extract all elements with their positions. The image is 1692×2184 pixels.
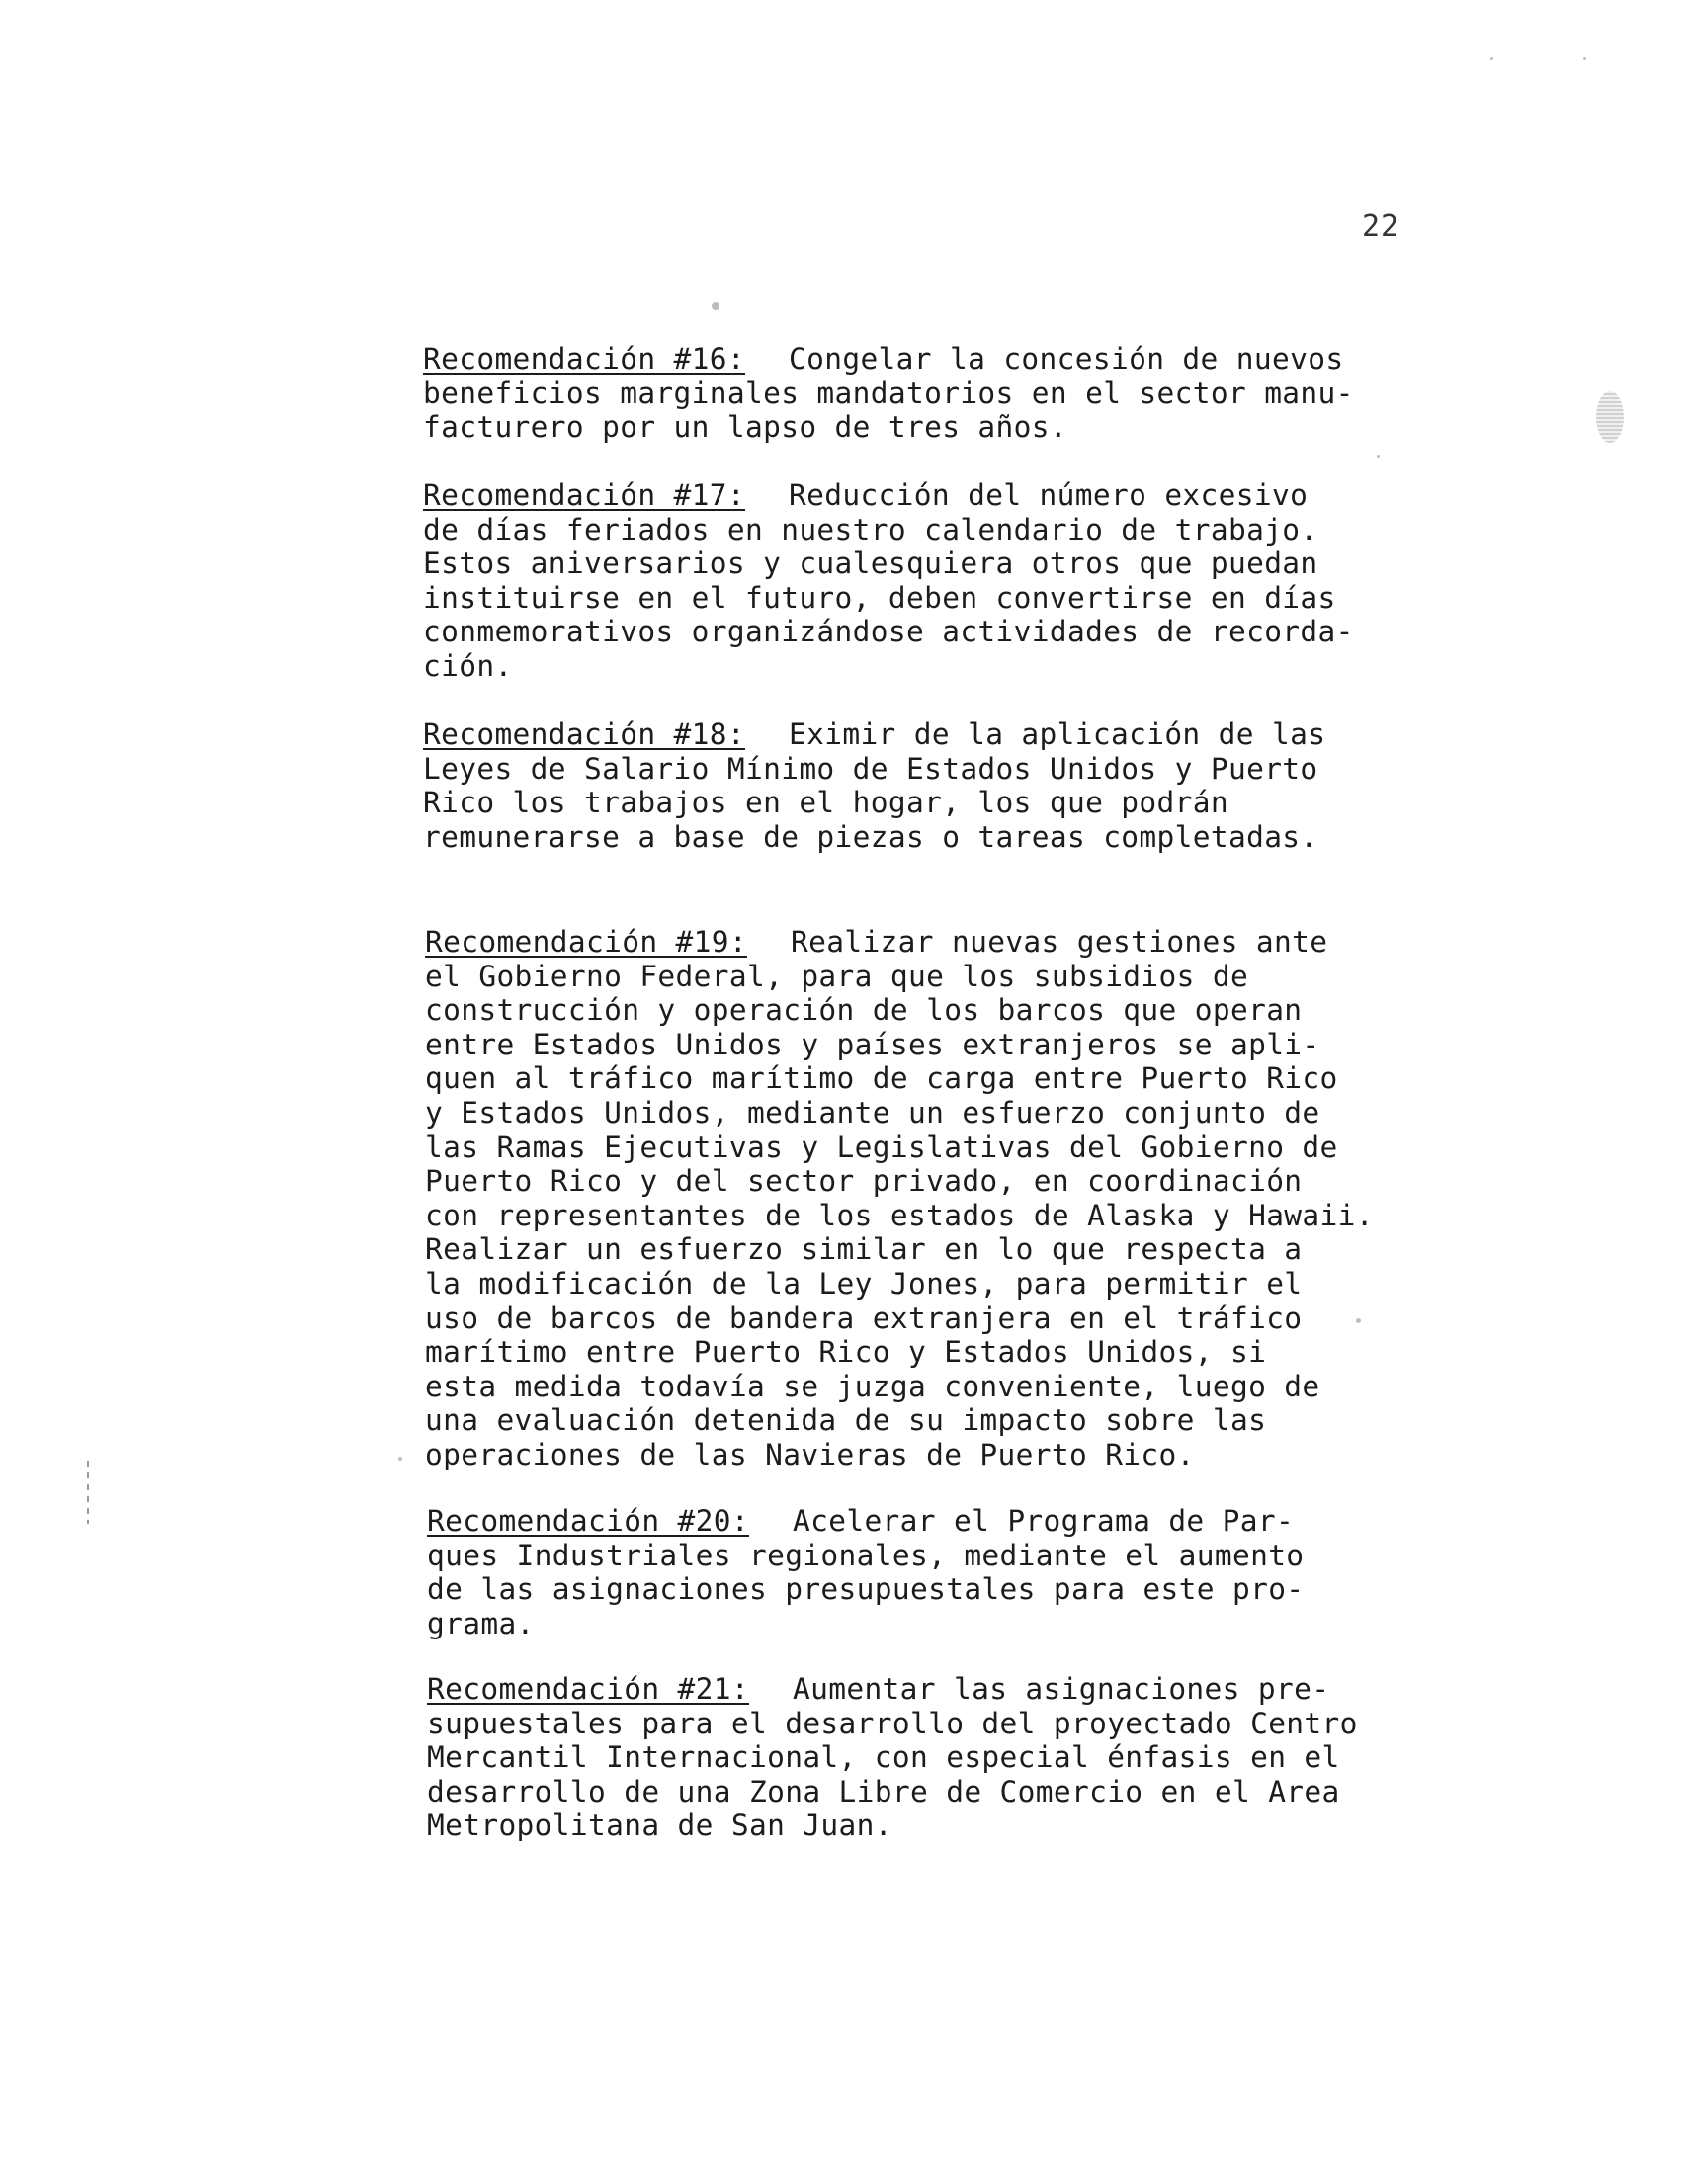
scan-speck xyxy=(1377,455,1380,458)
scan-margin-mark xyxy=(87,1461,89,1524)
recommendation-19 xyxy=(425,925,1374,1472)
recommendation-line: Metropolitana de San Juan. xyxy=(427,1808,892,1843)
recommendation-21 xyxy=(427,1672,1358,1843)
recommendation-line: el Gobierno Federal, para que los subsidios de xyxy=(425,959,1249,993)
recommendation-line: ques Industriales regionales, mediante el aumento xyxy=(427,1538,1305,1572)
recommendation-line: construcción y operación de los barcos que operan xyxy=(425,993,1303,1028)
recommendation-line: remunerarse a base de piezas o tareas completadas. xyxy=(423,819,1318,854)
scan-smudge xyxy=(1596,391,1624,443)
recommendation-heading: Recomendación #21: xyxy=(427,1672,749,1706)
recommendation-heading: Recomendación #18: xyxy=(423,717,745,751)
recommendation-text: Congelar la concesión de nuevos xyxy=(789,342,1344,376)
scan-speck xyxy=(1356,1318,1361,1323)
recommendation-line: operaciones de las Navieras de Puerto Rico. xyxy=(425,1437,1195,1471)
recommendation-17 xyxy=(423,478,1354,684)
recommendation-18 xyxy=(423,717,1332,854)
recommendation-line: facturero por un lapso de tres años. xyxy=(423,410,1067,445)
recommendation-line: conmemorativos organizándose actividades de recorda- xyxy=(423,615,1354,649)
recommendation-line: con representantes de los estados de Alaska y Hawaii. xyxy=(425,1198,1374,1232)
recommendation-first-line xyxy=(423,342,1344,377)
recommendation-line: Realizar un esfuerzo similar en lo que respecta a xyxy=(425,1232,1303,1267)
recommendation-line: quen al tráfico marítimo de carga entre Puerto Rico xyxy=(425,1061,1338,1096)
recommendation-text: Reducción del número excesivo xyxy=(789,478,1309,512)
recommendation-line: esta medida todavía se juzga conveniente, luego de xyxy=(425,1369,1320,1403)
recommendation-line: de días feriados en nuestro calendario de trabajo. xyxy=(423,512,1318,546)
recommendation-line: la modificación de la Ley Jones, para permitir el xyxy=(425,1266,1303,1301)
recommendation-line: de las asignaciones presupuestales para este pro- xyxy=(427,1572,1305,1607)
recommendation-line: las Ramas Ejecutivas y Legislativas del Gobierno de xyxy=(425,1130,1338,1164)
recommendation-first-line xyxy=(425,925,1334,960)
scan-speck xyxy=(712,302,719,310)
recommendation-heading: Recomendación #20: xyxy=(427,1504,749,1538)
page-number: 22 xyxy=(1362,210,1400,244)
recommendation-line: y Estados Unidos, mediante un esfuerzo conjunto de xyxy=(425,1095,1320,1130)
recommendation-20 xyxy=(427,1504,1336,1640)
recommendation-line: beneficios marginales mandatorios en el sector manu- xyxy=(423,376,1354,410)
recommendation-text: Eximir de la aplicación de las xyxy=(789,717,1326,751)
recommendation-line: Estos aniversarios y cualesquiera otros que puedan xyxy=(423,546,1318,581)
recommendation-line: grama. xyxy=(427,1606,535,1640)
recommendation-line: uso de barcos de bandera extranjera en el tráfico xyxy=(425,1301,1303,1335)
recommendation-line: supuestales para el desarrollo del proyectado Centro xyxy=(427,1706,1358,1740)
recommendation-heading: Recomendación #19: xyxy=(425,925,747,959)
scan-speck xyxy=(398,1457,402,1461)
recommendation-line: ción. xyxy=(423,648,513,683)
recommendation-heading: Recomendación #16: xyxy=(423,342,745,376)
scan-speck xyxy=(1583,57,1586,60)
recommendation-16 xyxy=(423,342,1354,445)
scan-speck xyxy=(1490,57,1493,60)
recommendation-line: entre Estados Unidos y países extranjeros se apli- xyxy=(425,1027,1320,1061)
recommendation-first-line xyxy=(427,1672,1336,1707)
recommendation-text: Aumentar las asignaciones pre- xyxy=(793,1672,1330,1706)
recommendation-line: desarrollo de una Zona Libre de Comercio en el Area xyxy=(427,1774,1340,1808)
recommendation-first-line xyxy=(423,717,1332,752)
recommendation-first-line xyxy=(427,1504,1336,1539)
recommendation-heading: Recomendación #17: xyxy=(423,478,745,512)
recommendation-line: Leyes de Salario Mínimo de Estados Unidos y Puerto xyxy=(423,751,1318,786)
recommendation-first-line xyxy=(423,478,1332,513)
recommendation-text: Acelerar el Programa de Par- xyxy=(793,1504,1295,1538)
recommendation-line: Rico los trabajos en el hogar, los que podrán xyxy=(423,786,1228,820)
recommendation-line: marítimo entre Puerto Rico y Estados Unidos, si xyxy=(425,1335,1267,1370)
recommendation-line: una evaluación detenida de su impacto sobre las xyxy=(425,1403,1267,1438)
recommendation-line: Puerto Rico y del sector privado, en coordinación xyxy=(425,1164,1303,1199)
recommendation-line: Mercantil Internacional, con especial énfasis en el xyxy=(427,1740,1340,1775)
recommendation-line: instituirse en el futuro, deben convertirse en días xyxy=(423,580,1336,615)
recommendation-text: Realizar nuevas gestiones ante xyxy=(791,925,1328,959)
